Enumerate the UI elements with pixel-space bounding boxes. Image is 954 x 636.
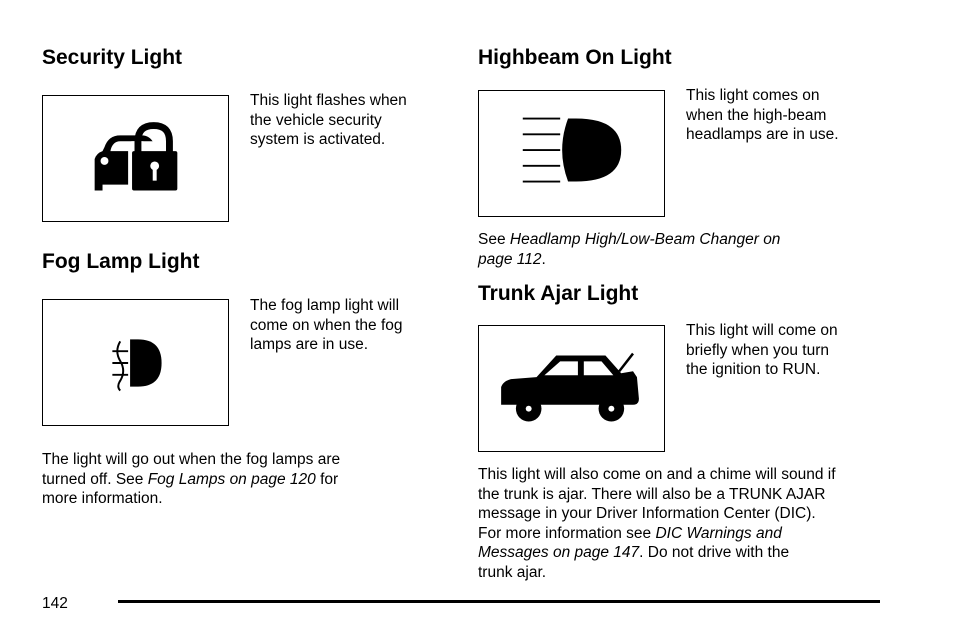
text-line: lamps are in use. (250, 336, 369, 353)
text-line: Messages on page 147. Do not drive with the (478, 544, 790, 561)
text-line: headlamps are in use. (686, 126, 839, 143)
security-light-figure (42, 95, 229, 222)
highbeam-on-light-figure (478, 90, 665, 217)
highbeam-headlamp-icon (479, 91, 664, 216)
highbeam-on-light-description (686, 86, 839, 145)
trunk-ajar-car-icon (479, 326, 664, 451)
fog-lamp-note (42, 450, 340, 509)
text-line: the trunk is ajar. There will also be a TRUNK AJAR (478, 485, 826, 503)
text-line: briefly when you turn (686, 341, 830, 359)
fog-lamp-light-heading: Fog Lamp Light (42, 250, 200, 273)
text-line: system is activated. (250, 131, 386, 148)
fog-lamp-light-description (250, 296, 403, 355)
headlamp-changer-reference-link[interactable]: Headlamp High/Low-Beam Changer on (509, 231, 781, 248)
text-line: See Headlamp High/Low-Beam Changer on (478, 231, 781, 248)
fog-lamp-light-figure (42, 299, 229, 426)
dic-warnings-reference-link[interactable]: DIC Warnings and (655, 524, 782, 542)
security-light-description (250, 91, 407, 150)
text-line: come on when the fog (250, 316, 403, 334)
trunk-ajar-light-description (686, 321, 838, 380)
fog-lamp-icon (43, 300, 228, 425)
text-line: page 112. (478, 250, 546, 268)
text-line: The light will go out when the fog lamps are (42, 451, 341, 468)
trunk-ajar-light-heading: Trunk Ajar Light (478, 282, 639, 305)
highbeam-on-light-heading: Highbeam On Light (478, 46, 672, 69)
security-light-heading: Security Light (42, 46, 183, 69)
security-car-lock-icon (43, 96, 228, 221)
text-line: the ignition to RUN. (686, 361, 821, 378)
text-line: This light will also come on and a chime will sound if (478, 466, 836, 483)
text-line: trunk ajar. (478, 563, 547, 581)
highbeam-see-note (478, 230, 780, 269)
fog-lamps-reference-link[interactable]: Fog Lamps on page 120 (147, 470, 316, 488)
text-line: For more information see DIC Warnings and (478, 524, 782, 542)
text-line: more information. (42, 490, 163, 507)
text-line: This light will come on (686, 322, 838, 339)
text-line: The fog lamp light will (250, 297, 400, 314)
footer-rule (118, 600, 880, 603)
text-line: the vehicle security (250, 111, 382, 129)
text-line: This light comes on (686, 87, 820, 104)
text-line: when the high-beam (686, 106, 827, 124)
trunk-ajar-light-figure (478, 325, 665, 452)
text-line: message in your Driver Information Center (DIC). (478, 505, 816, 522)
dic-warnings-page-link[interactable]: Messages on page 147 (478, 544, 640, 561)
text-line: This light flashes when (250, 92, 407, 109)
headlamp-changer-page-link[interactable]: page 112 (478, 250, 542, 268)
text-line: turned off. See Fog Lamps on page 120 for (42, 470, 339, 488)
page-number: 142 (42, 595, 68, 612)
trunk-ajar-note (478, 465, 836, 582)
